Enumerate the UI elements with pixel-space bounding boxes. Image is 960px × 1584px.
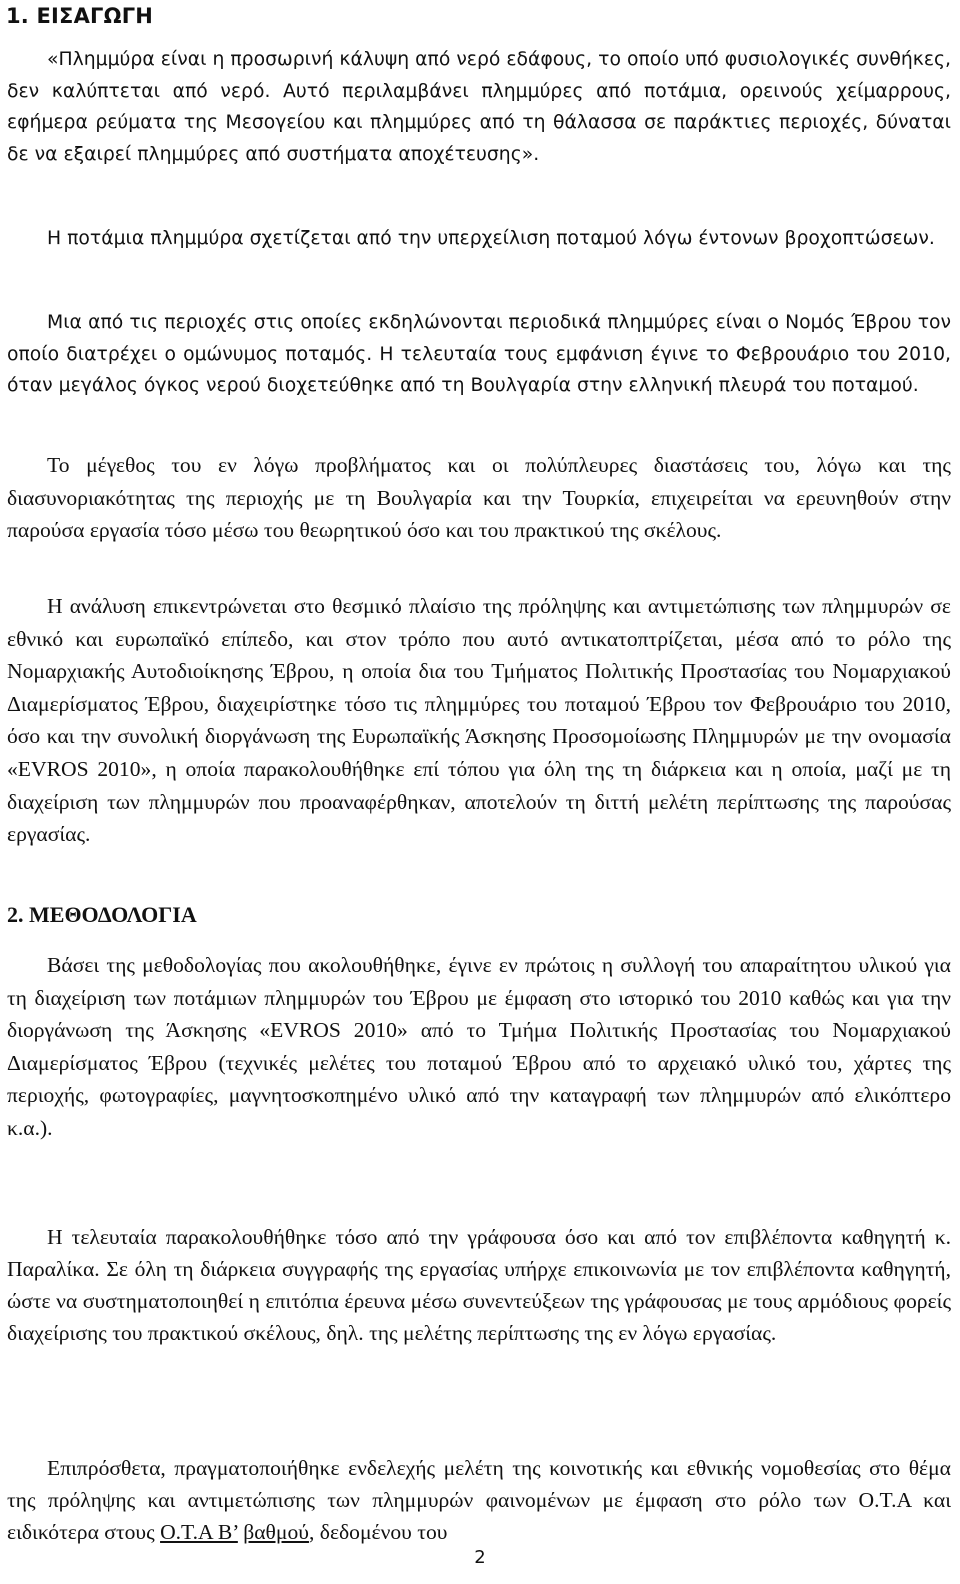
legislation-text-start: Επιπρόσθετα, πραγματοποιήθηκε ενδελεχής μελέτη της κοινοτικής και εθνικής νομοθεσίας στο θέμα της πρόληψης και αντιμετώπισης των πλημμυρών φαινομένων με έμφαση στο ρόλο των Ο.Τ.Α και ειδικότερα στους — [7, 1456, 951, 1544]
paragraph-river-flood: Η ποτάμια πλημμύρα σχετίζεται από την υπερχείλιση ποταμού λόγω έντονων βροχοπτώσεων. — [47, 228, 935, 249]
paragraph-legislation-study — [7, 1452, 951, 1548]
section-2-heading: 2. ΜΕΘΟΔΟΛΟΓΙΑ — [7, 902, 197, 927]
paragraph-problem-scope: Το μέγεθος του εν λόγω προβλήματος και οι πολύπλευρες διαστάσεις του, λόγω και της διασυνοριακότητας της περιοχής με τη Βουλγαρία και την Τουρκία, επιχειρείται να ερευνηθούν στην παρούσα εργασία τόσο μέσω του θεωρητικού όσο και του πρακτικού της σκέλους. — [7, 453, 951, 543]
paragraph-methodology: Βάσει της μεθοδολογίας που ακολουθήθηκε, έγινε εν πρώτοις η συλλογή του απαραίτητου υλικού για τη διαχείριση των ποτάμιων πλημμυρών του Έβρου με έμφαση στο ιστορικό του 2010 καθώς και για την διοργάνωση της Άσκησης «EVROS 2010» από το Τμήμα Πολιτικής Προστασίας του Νομαρχιακού Διαμερίσματος Έβρου (τεχνικές μελέτες του ποταμού Έβρου από το αρχειακό υλικό του, χάρτες της περιοχής, φωτογραφίες, μαγνητοσκοπημένο υλικό από την καταγραφή των πλημμυρών από ελικόπτερο κ.α.). — [7, 953, 951, 1140]
paragraph-supervision: Η τελευταία παρακολουθήθηκε τόσο από την γράφουσα όσο και από τον επιβλέποντα καθηγητή κ. Παραλίκα. Σε όλη τη διάρκεια συγγραφής της εργασίας υπήρχε επικοινωνία με τον επιβλέποντα καθηγητή, ώστε να συστηματοποιηθεί η επιτόπια έρευνα μέσω συνεντεύξεων της γράφουσας με τους αρμόδιους φορείς διαχείρισης του πρακτικού σκέλους, δηλ. της μελέτης περίπτωσης της εν λόγω εργασίας. — [7, 1225, 951, 1345]
underlined-vathmou: βαθμού — [243, 1520, 309, 1544]
paragraph-evros-floods: Μια από τις περιοχές στις οποίες εκδηλώνονται περιοδικά πλημμύρες είναι ο Νομός Έβρου τον οποίο διατρέχει ο ομώνυμος ποταμός. Η τελευταία τους εμφάνιση έγινε το Φεβρουάριο του 2010, όταν μεγάλος όγκος νερού διοχετεύθηκε από τη Βουλγαρία στην ελληνική πλευρά του ποταμού. — [7, 312, 951, 396]
legislation-text-end: , δεδομένου του — [308, 1520, 448, 1544]
paragraph-analysis-focus: Η ανάλυση επικεντρώνεται στο θεσμικό πλαίσιο της πρόληψης και αντιμετώπισης των πλημμυρών σε εθνικό και ευρωπαϊκό επίπεδο, και στον τρόπο που αυτό αντικατοπτρίζεται, μέσα από το ρόλο της Νομαρχιακής Αυτοδιοίκησης Έβρου, η οποία δια του Τμήματος Πολιτικής Προστασίας του Νομαρχιακού Διαμερίσματος Έβρου, διαχειρίστηκε τόσο τις πλημμύρες του ποταμού Έβρου τον Φεβρουάριο του 2010, όσο και την συνολική διοργάνωση της Ευρωπαϊκής Άσκησης Προσομοίωσης Πλημμυρών με την ονομασία «EVROS 2010», η οποία παρακολουθήθηκε επί τόπου για όλη της τη διάρκεια και η οποία, μαζί με τη διαχείριση των πλημμυρών που προαναφέρθηκαν, αποτελούν τη διττή μελέτη περίπτωσης της παρούσας εργασίας. — [7, 594, 951, 847]
section-1-heading: 1. ΕΙΣΑΓΩΓΗ — [6, 4, 154, 28]
underlined-ota-b: Ο.Τ.Α Β’ — [160, 1520, 238, 1544]
paragraph-flood-definition: «Πλημμύρα είναι η προσωρινή κάλυψη από νερό εδάφους, το οποίο υπό φυσιολογικές συνθήκες, δεν καλύπτεται από νερό. Αυτό περιλαμβάνει πλημμύρες από ποτάμια, ορεινούς χείμαρρους, εφήμερα ρεύματα της Μεσογείου και πλημμύρες από τη θάλασσα σε παράκτιες περιοχές, δύναται δε να εξαιρεί πλημμύρες από συστήματα αποχέτευσης». — [7, 49, 951, 165]
page-number: 2 — [474, 1547, 486, 1568]
